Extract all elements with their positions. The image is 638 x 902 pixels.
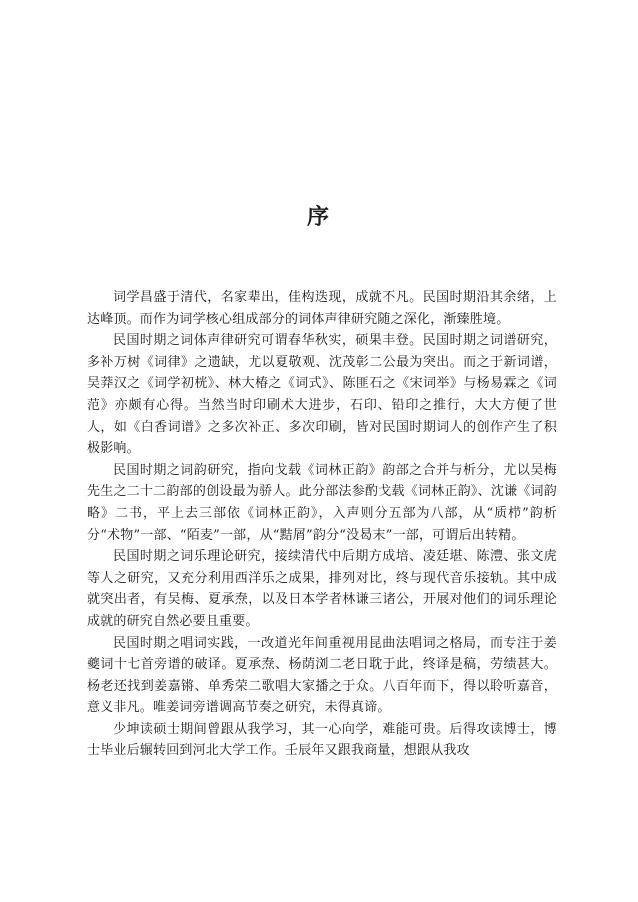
paragraph: 民国时期之唱词实践，一改道光年间重视用昆曲法唱词之格局，而专注于姜夔词十七首旁谱的破译。夏承焘、杨荫浏二老日耽于此，终译是稿，劳绩甚大。杨老还找到姜嘉锵、单秀荣二歌唱大家播之于众。八百年而下，得以聆听嘉音，意义非凡。唯姜词旁谱调高节奏之研究，未得真谛。 (87, 635, 557, 716)
paragraph: 民国时期之词韵研究，指向戈载《词林正韵》韵部之合并与析分，尤以吴梅先生之二十二韵部的创设最为骄人。此分部法参酌戈载《词林正韵》、沈谦《词韵略》二书，平上去三部依《词林正韵》，入声则分五部为八部，从“质栉”韵析分“术物”一部、“陌麦”一部，从“黠屑”韵分“没曷末”一部，可谓后出转精。 (87, 462, 557, 543)
paragraph: 少坤读硕士期间曾跟从我学习，其一心向学，难能可贵。后得攻读博士，博士毕业后辗转回到河北大学工作。壬辰年又跟我商量，想跟从我攻 (87, 721, 557, 759)
preface-title: 序 (306, 204, 331, 230)
paragraph: 民国时期之词体声律研究可谓春华秋实，硕果丰登。民国时期之词谱研究，多补万树《词律》之遗缺，尤以夏敬观、沈茂彰二公最为突出。而之于新词谱，吴莽汉之《词学初桄》、林大椿之《词式》、陈匪石之《宋词举》与杨易霖之《词范》亦颇有心得。当然当时印刷术大进步，石印、铅印之推行，大大方便了世人，如《白香词谱》之多次补正、多次印刷，皆对民国时期词人的创作产生了积极影响。 (87, 333, 557, 457)
preface-body (87, 287, 557, 762)
paragraph: 词学昌盛于清代，名家辈出，佳构迭现，成就不凡。民国时期沿其余绪，上达峰顶。而作为词学核心组成部分的词体声律研究随之深化，渐臻胜境。 (87, 290, 557, 327)
paragraph: 民国时期之词乐理论研究，接续清代中后期方成培、凌廷堪、陈澧、张文虎等人之研究，又充分利用西洋乐之成果，排列对比，终与现代音乐接轨。其中成就突出者，有吴梅、夏承焘，以及日本学者林谦三诸公，开展对他们的词乐理论成就的研究自然必要且重要。 (87, 549, 557, 629)
